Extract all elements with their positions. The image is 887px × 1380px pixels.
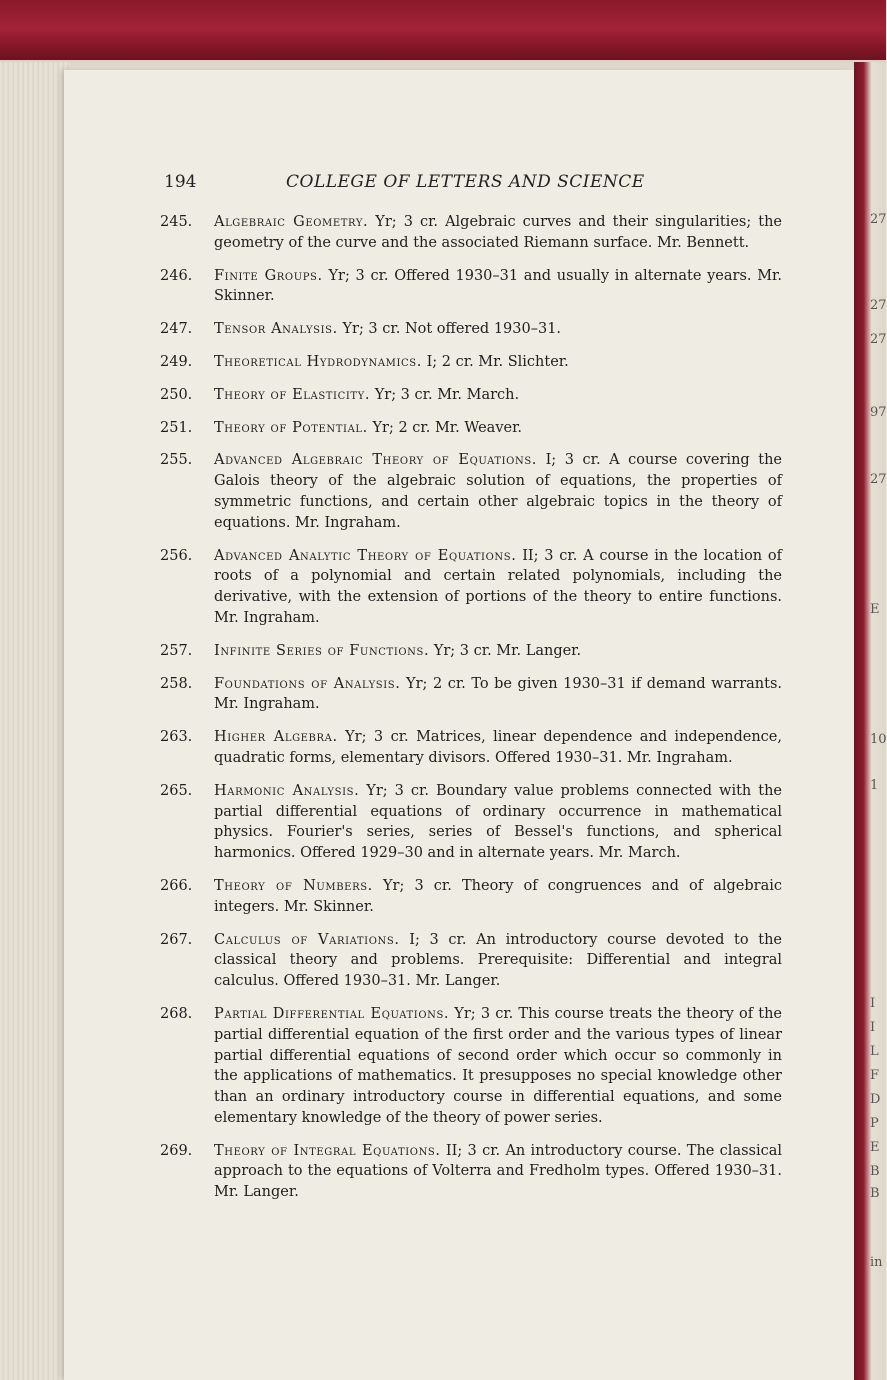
course-description: Yr; 3 cr. Mr. Langer.: [433, 642, 582, 659]
course-title: Advanced Analytic Theory of Equations.: [214, 547, 517, 564]
course-entry: [160, 727, 782, 769]
course-entry: [160, 930, 782, 992]
course-entry: [160, 1004, 782, 1129]
bleed-fragment: E: [870, 1140, 880, 1155]
course-description: Yr; 3 cr. Not offered 1930–31.: [342, 321, 562, 338]
bleed-fragment: 27: [870, 298, 887, 313]
course-title: Higher Algebra.: [214, 729, 338, 746]
bleed-fragment: 10: [870, 732, 887, 747]
course-title: Theory of Integral Equations.: [214, 1142, 441, 1159]
course-number: 247.: [160, 321, 193, 338]
bleed-fragment: 27: [870, 212, 887, 227]
bleed-fragment: P: [870, 1116, 879, 1131]
course-description: Yr; 3 cr. Matrices, linear dependence and independence, quadratic forms, elementary divisors. Offered 1930–31. Mr. Ingraham.: [214, 729, 782, 766]
course-number: 265.: [160, 782, 193, 799]
course-title: Finite Groups.: [214, 267, 323, 284]
course-description: Yr; 3 cr. Boundary value problems connected with the partial differential equations of ordinary occurrence in mathematical physics. Fourier's series, series of Bessel's functions, and spherical harmonics. Offered 1929–30 and in alternate years. Mr. March.: [214, 782, 782, 862]
course-title: Algebraic Geometry.: [214, 214, 369, 230]
course-number: 256.: [160, 547, 193, 564]
course-number: 266.: [160, 877, 193, 894]
bleed-fragment: L: [870, 1044, 879, 1059]
course-entry: [160, 418, 782, 439]
course-number: 250.: [160, 386, 193, 403]
course-description: Yr; 3 cr. Algebraic curves and their singularities; the geometry of the curve and the associated Riemann surface. Mr. Bennett.: [214, 214, 782, 251]
course-entry: [160, 450, 782, 533]
course-description: II; 3 cr. An introductory course. The classical approach to the equations of Volterra and Fredholm types. Offered 1930–31. Mr. Langer.: [214, 1142, 783, 1201]
course-number: 246.: [160, 267, 193, 284]
course-entry: [160, 1141, 782, 1203]
next-page-edge: [854, 62, 886, 1380]
course-title: Advanced Algebraic Theory of Equations.: [214, 452, 537, 469]
course-title: Theoretical Hydrodynamics.: [214, 353, 422, 370]
course-entry: [160, 319, 782, 340]
course-description: II; 3 cr. A course in the location of roots of a polynomial and certain related polynomials, including the derivative, with the extension of portions of the theory to entire functions. Mr. Ingraham.: [214, 547, 783, 626]
course-number: 267.: [160, 931, 193, 948]
bleed-fragment: F: [870, 1068, 880, 1083]
course-title: Partial Differential Equations.: [214, 1005, 450, 1022]
course-number: 245.: [160, 214, 193, 230]
page-stack-edge: [0, 62, 70, 1380]
course-number: 257.: [160, 642, 193, 659]
course-number: 263.: [160, 729, 193, 746]
course-entry: [160, 266, 782, 308]
page-header: [164, 172, 784, 196]
bleed-fragment: B: [870, 1164, 880, 1179]
course-description: Yr; 3 cr. Theory of congruences and of algebraic integers. Mr. Skinner.: [214, 877, 782, 915]
course-description: Yr; 3 cr. Mr. March.: [374, 386, 520, 403]
bleed-fragment: E: [870, 602, 880, 617]
course-description: I; 2 cr. Mr. Slichter.: [426, 353, 569, 370]
bleed-fragment: in: [870, 1255, 883, 1270]
bleed-fragment: I: [870, 1020, 876, 1035]
course-title: Theory of Elasticity.: [214, 386, 371, 403]
course-title: Harmonic Analysis.: [214, 782, 360, 799]
course-title: Theory of Potential.: [214, 419, 368, 436]
course-description: Yr; 2 cr. Mr. Weaver.: [372, 419, 523, 436]
bleed-fragment: D: [870, 1092, 881, 1107]
bleed-fragment: 27: [870, 472, 887, 487]
course-description: Yr; 2 cr. To be given 1930–31 if demand warrants. Mr. Ingraham.: [214, 675, 783, 713]
bleed-fragment: 97: [870, 405, 887, 420]
course-number: 269.: [160, 1142, 193, 1159]
course-description: I; 3 cr. A course covering the Galois theory of the algebraic solution of equations, the properties of symmetric functions, and certain other algebraic topics in the theory of equations. Mr. Ingraham.: [214, 452, 782, 531]
course-title: Theory of Numbers.: [214, 877, 373, 894]
bleed-fragment: B: [870, 1186, 880, 1201]
course-entry: [160, 385, 782, 406]
bleed-fragment: 1: [870, 778, 879, 793]
course-entry: [160, 352, 782, 373]
course-description: I; 3 cr. An introductory course devoted to the classical theory and problems. Prerequisite: Differential and integral calculus. Offered 1930–31. Mr. Langer.: [214, 931, 783, 990]
running-title: COLLEGE OF LETTERS AND SCIENCE: [286, 172, 645, 192]
course-entry: [160, 674, 782, 716]
course-title: Calculus of Variations.: [214, 931, 400, 948]
course-number: 268.: [160, 1005, 193, 1022]
course-list: [160, 212, 782, 1215]
course-title: Foundations of Analysis.: [214, 675, 401, 692]
course-number: 251.: [160, 419, 193, 436]
course-entry: [160, 641, 782, 662]
course-number: 249.: [160, 353, 193, 370]
course-entry: [160, 781, 782, 864]
course-entry: [160, 546, 782, 629]
course-description: Yr; 3 cr. This course treats the theory of the partial differential equation of the first order and the various types of linear partial differential equations of second order which occur so commonly in the applications of mathematics. It presupposes no special knowledge other than an ordinary introductory course in differential equations, and some elementary knowledge of the theory of power series.: [214, 1005, 782, 1126]
course-number: 258.: [160, 675, 193, 692]
course-entry: [160, 876, 782, 918]
bleed-fragment: I: [870, 996, 876, 1011]
course-entry: [160, 212, 782, 254]
course-title: Tensor Analysis.: [214, 321, 338, 338]
course-title: Infinite Series of Functions.: [214, 642, 430, 659]
page-number: 194: [164, 172, 197, 192]
bleed-fragment: 27: [870, 332, 887, 347]
course-number: 255.: [160, 452, 193, 469]
course-description: Yr; 3 cr. Offered 1930–31 and usually in alternate years. Mr. Skinner.: [214, 267, 783, 305]
